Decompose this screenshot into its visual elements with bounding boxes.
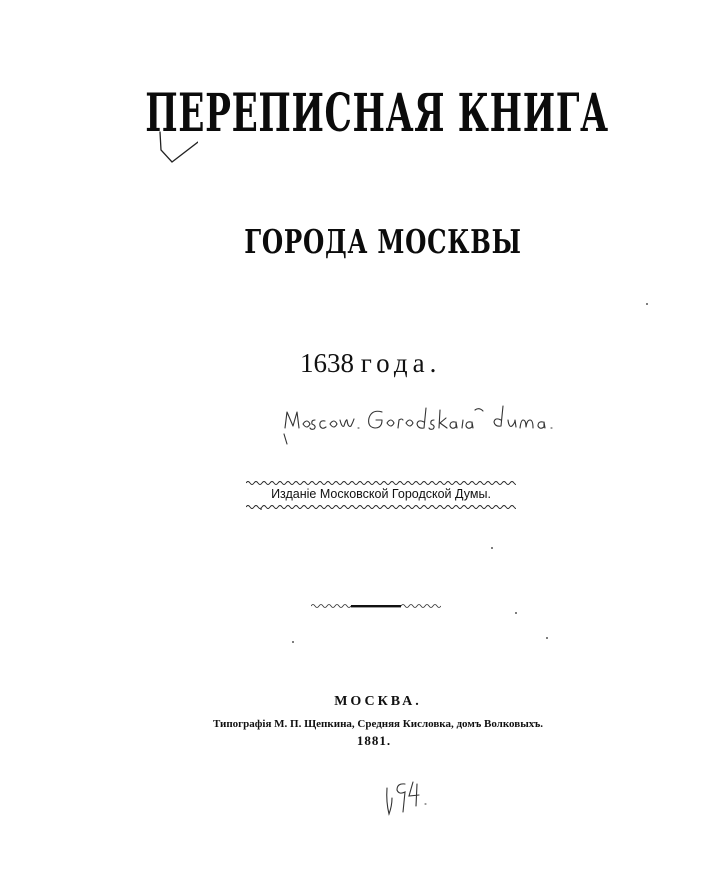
book-year xyxy=(300,348,441,379)
handwritten-shelf-mark xyxy=(383,778,443,818)
publisher-text: Изданіе Московской Городской Думы. xyxy=(271,487,491,501)
publisher-statement xyxy=(246,480,516,510)
scan-speck xyxy=(491,547,493,549)
scan-speck xyxy=(292,641,294,643)
scan-speck xyxy=(546,637,548,639)
imprint-printer: Типографія М. П. Щепкина, Средняя Кисловка, домъ Волковыхъ. xyxy=(212,718,544,730)
year-word: года. xyxy=(360,348,442,378)
ornament-rule xyxy=(311,601,441,611)
book-title: ПЕРЕПИСНАЯ КНИГА xyxy=(145,83,609,144)
handwritten-catalog-note xyxy=(279,400,599,446)
imprint-city: МОСКВА. xyxy=(334,694,422,709)
book-subtitle: ГОРОДА МОСКВЫ xyxy=(244,222,522,261)
scan-speck xyxy=(260,508,262,510)
wavy-rule-bottom xyxy=(246,504,516,510)
scan-speck xyxy=(646,303,648,305)
scan-speck xyxy=(515,612,517,614)
imprint-year: 1881. xyxy=(356,733,392,748)
year-number: 1638 xyxy=(300,348,354,378)
